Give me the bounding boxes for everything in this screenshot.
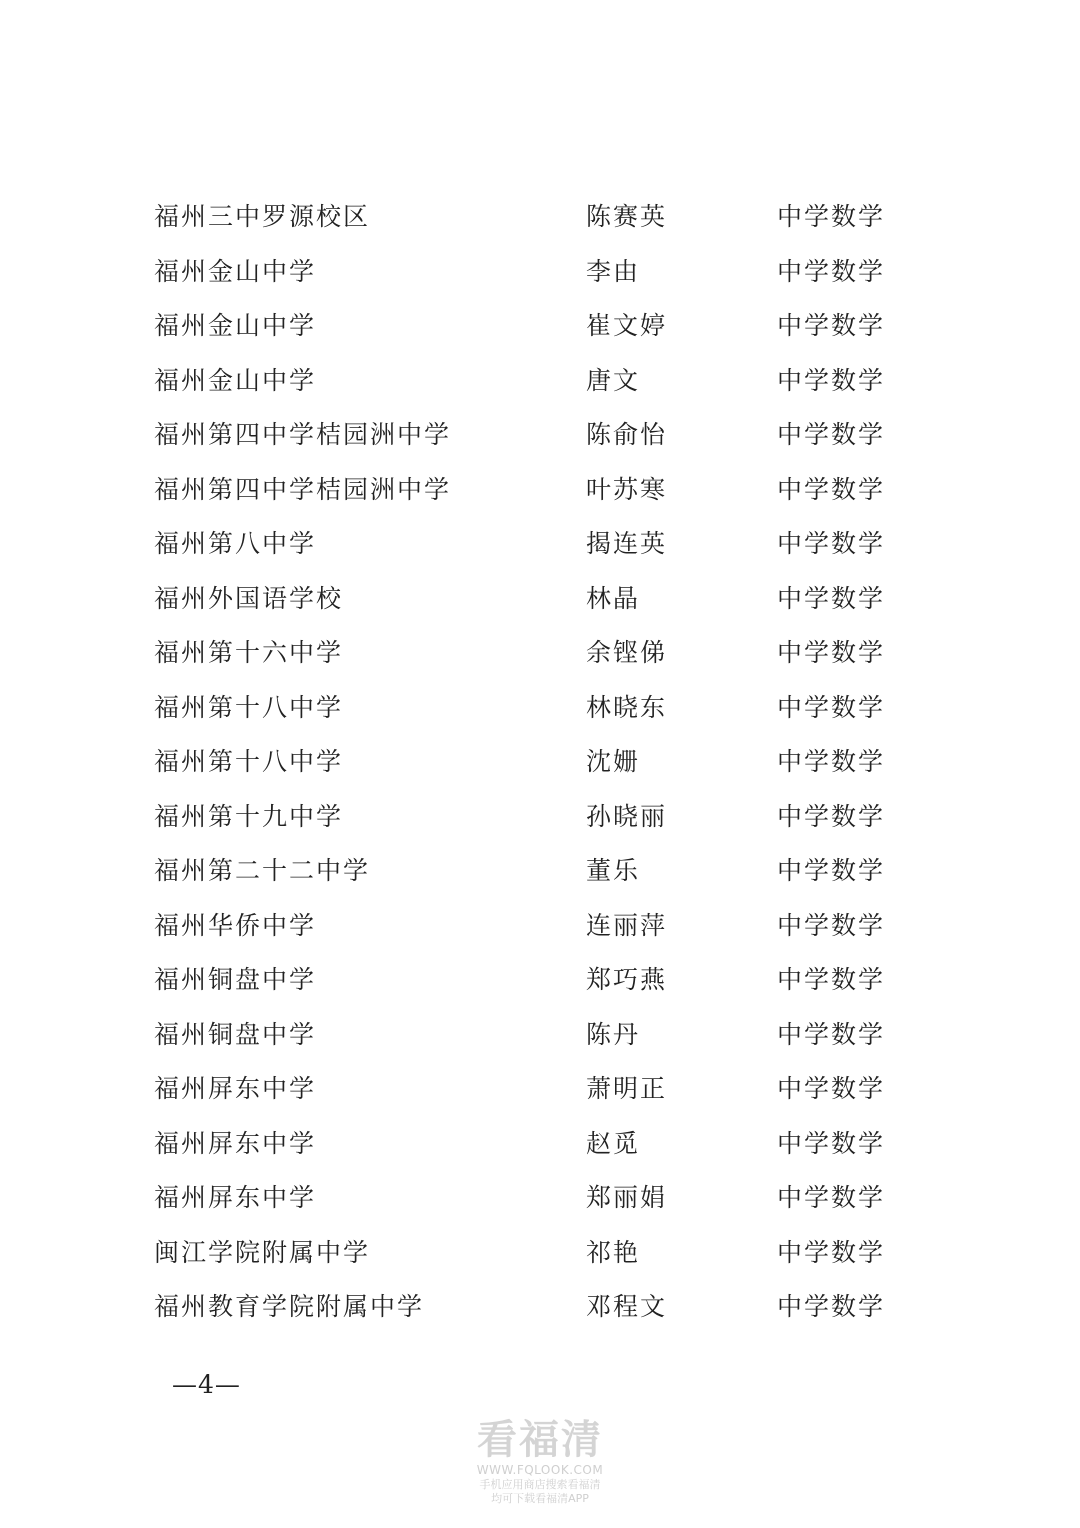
table-row — [154, 1171, 914, 1226]
school-cell: 福州金山中学 — [154, 256, 317, 286]
watermark-line-1: 手机应用商店搜索看福清 — [479, 1478, 601, 1491]
school-cell: 福州铜盘中学 — [154, 1019, 317, 1049]
table-row — [154, 953, 914, 1008]
school-cell: 福州第十六中学 — [154, 638, 344, 667]
school-cell: 福州教育学院附属中学 — [154, 1292, 425, 1321]
school-cell: 闽江学院附属中学 — [154, 1237, 371, 1267]
table-row — [154, 572, 914, 627]
subject-cell: 中学数学 — [777, 801, 886, 831]
name-cell: 陈赛英 — [586, 202, 668, 231]
name-cell: 揭连英 — [586, 529, 668, 558]
subject-cell: 中学数学 — [777, 256, 886, 286]
name-cell: 林晶 — [586, 583, 641, 613]
name-cell: 连丽萍 — [586, 910, 668, 940]
school-cell: 福州屏东中学 — [154, 1128, 317, 1158]
table-row — [154, 1226, 914, 1281]
name-cell: 陈俞怡 — [586, 420, 668, 449]
watermark — [455, 1418, 625, 1506]
name-cell: 余铿俤 — [586, 638, 668, 667]
name-cell: 郑巧燕 — [586, 965, 668, 994]
subject-cell: 中学数学 — [777, 747, 886, 776]
subject-cell: 中学数学 — [777, 1019, 886, 1049]
teacher-list — [154, 190, 914, 1335]
subject-cell: 中学数学 — [777, 474, 886, 504]
subject-cell: 中学数学 — [777, 1183, 886, 1212]
table-row — [154, 517, 914, 572]
table-row — [154, 681, 914, 736]
subject-cell: 中学数学 — [777, 420, 886, 449]
subject-cell: 中学数学 — [777, 1074, 886, 1103]
name-cell: 祁艳 — [586, 1237, 641, 1267]
watermark-url: WWW.FQLOOK.COM — [476, 1463, 604, 1477]
school-cell: 福州金山中学 — [154, 365, 317, 395]
table-row — [154, 626, 914, 681]
name-cell: 唐文 — [586, 365, 641, 395]
subject-cell: 中学数学 — [777, 1128, 886, 1158]
table-row — [154, 354, 914, 409]
school-cell: 福州第四中学桔园洲中学 — [154, 474, 452, 504]
school-cell: 福州第二十二中学 — [154, 856, 371, 885]
school-cell: 福州第十八中学 — [154, 747, 344, 776]
table-row — [154, 1280, 914, 1335]
subject-cell: 中学数学 — [777, 910, 886, 940]
name-cell: 李由 — [586, 256, 641, 286]
school-cell: 福州第十八中学 — [154, 692, 344, 722]
name-cell: 崔文婷 — [586, 311, 668, 340]
table-row — [154, 1062, 914, 1117]
watermark-logo: 看福清 — [477, 1417, 603, 1463]
name-cell: 叶苏寒 — [586, 474, 668, 504]
name-cell: 赵觅 — [586, 1128, 641, 1158]
name-cell: 董乐 — [586, 856, 641, 885]
name-cell: 萧明正 — [586, 1074, 668, 1103]
subject-cell: 中学数学 — [777, 965, 886, 994]
subject-cell: 中学数学 — [777, 1292, 886, 1321]
school-cell: 福州华侨中学 — [154, 910, 317, 940]
table-row — [154, 899, 914, 954]
school-cell: 福州三中罗源校区 — [154, 202, 371, 231]
school-cell: 福州第八中学 — [154, 529, 317, 558]
name-cell: 孙晓丽 — [586, 801, 668, 831]
subject-cell: 中学数学 — [777, 692, 886, 722]
table-row — [154, 408, 914, 463]
table-row — [154, 1117, 914, 1172]
table-row — [154, 299, 914, 354]
subject-cell: 中学数学 — [777, 856, 886, 885]
subject-cell: 中学数学 — [777, 1237, 886, 1267]
page-number: —4— — [172, 1370, 241, 1399]
school-cell: 福州屏东中学 — [154, 1183, 317, 1212]
school-cell: 福州金山中学 — [154, 311, 317, 340]
watermark-line-2: 均可下载看福清APP — [491, 1492, 589, 1505]
name-cell: 陈丹 — [586, 1019, 641, 1049]
subject-cell: 中学数学 — [777, 311, 886, 340]
name-cell: 林晓东 — [586, 692, 668, 722]
subject-cell: 中学数学 — [777, 365, 886, 395]
subject-cell: 中学数学 — [777, 529, 886, 558]
table-row — [154, 790, 914, 845]
subject-cell: 中学数学 — [777, 583, 886, 613]
name-cell: 邓程文 — [586, 1292, 668, 1321]
table-row — [154, 844, 914, 899]
school-cell: 福州第四中学桔园洲中学 — [154, 420, 452, 449]
subject-cell: 中学数学 — [777, 202, 886, 231]
subject-cell: 中学数学 — [777, 638, 886, 667]
table-row — [154, 1008, 914, 1063]
table-row — [154, 463, 914, 518]
name-cell: 郑丽娟 — [586, 1183, 668, 1212]
school-cell: 福州铜盘中学 — [154, 965, 317, 994]
table-row — [154, 735, 914, 790]
school-cell: 福州外国语学校 — [154, 583, 344, 613]
table-row — [154, 245, 914, 300]
school-cell: 福州第十九中学 — [154, 801, 344, 831]
school-cell: 福州屏东中学 — [154, 1074, 317, 1103]
name-cell: 沈姗 — [586, 747, 641, 776]
table-row — [154, 190, 914, 245]
